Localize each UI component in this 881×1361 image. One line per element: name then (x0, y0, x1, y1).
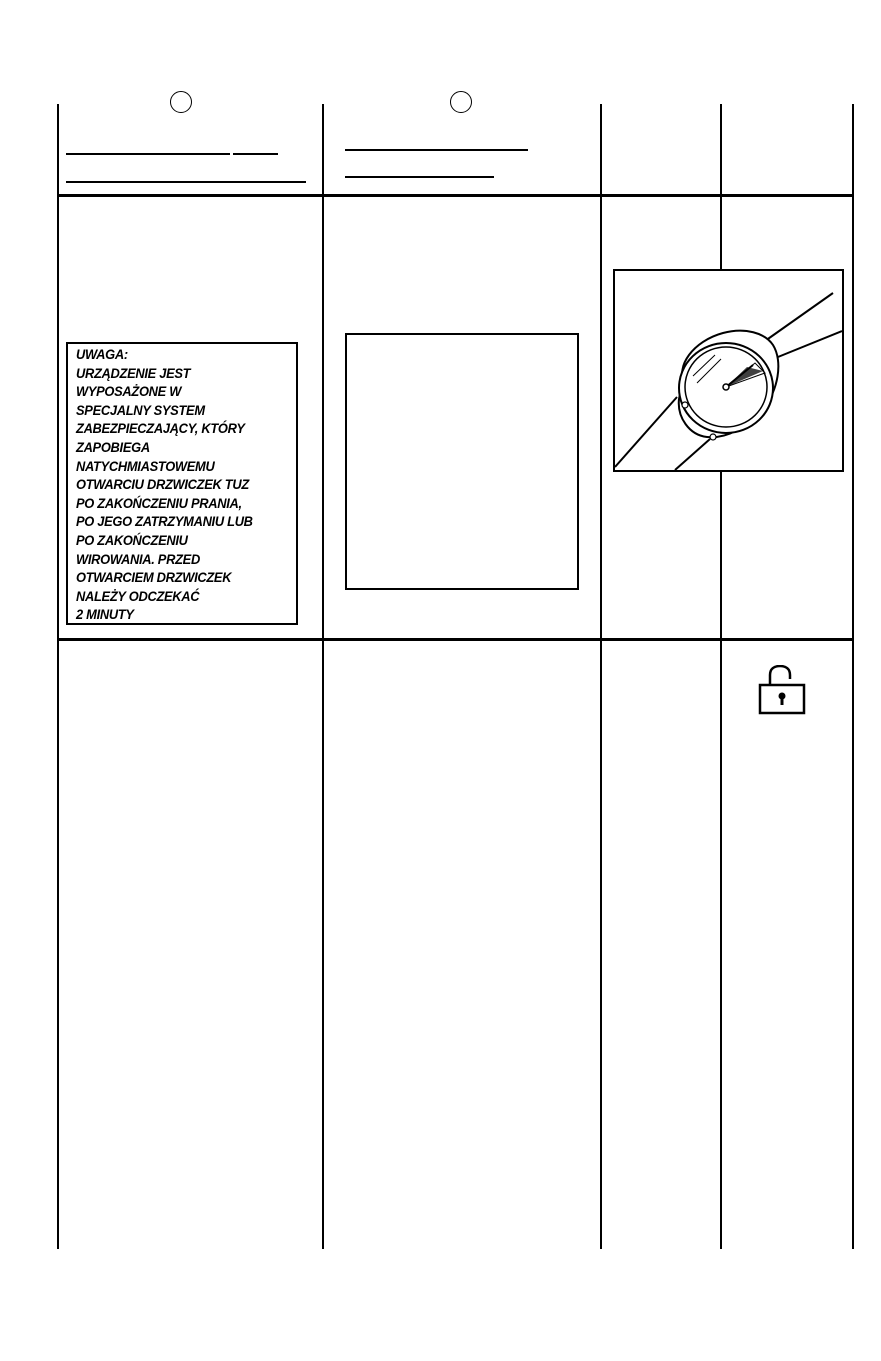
heading-underline-2b (345, 176, 494, 178)
column-rule-5 (852, 104, 854, 1249)
empty-text-box (345, 333, 579, 590)
column-rule-2 (322, 104, 324, 1249)
column-rule-3 (600, 104, 602, 1249)
warning-box (66, 342, 298, 625)
heading-underline-1c (66, 181, 306, 183)
watch-illustration-frame (613, 269, 844, 472)
section-divider (57, 638, 854, 641)
heading-underline-2a (345, 149, 528, 151)
heading-underline-1a (66, 153, 230, 155)
language-marker-circle-2 (450, 91, 472, 113)
padlock-open-icon (756, 665, 808, 715)
wristwatch-icon (615, 271, 842, 470)
heading-underline-1b (233, 153, 278, 155)
warning-text: UWAGA: URZĄDZENIE JEST WYPOSAŻONE W SPECJALNY SYSTEM ZABEZPIECZAJĄCY, KTÓRY ZAPOBIEGA NATYCHMIASTOWEMU OTWARCIU DRZWICZEK TUZ PO ZAKOŃCZENIU PRANIA, PO JEGO ZATRZYMANIU LUB PO ZAKOŃCZENIU WIROWANIA. PRZED OTWARCIEM DRZWICZEK NALEŻY ODCZEKAĆ 2 MINUTY (76, 347, 253, 623)
language-marker-circle-1 (170, 91, 192, 113)
column-rule-1 (57, 104, 59, 1249)
header-divider (57, 194, 854, 197)
